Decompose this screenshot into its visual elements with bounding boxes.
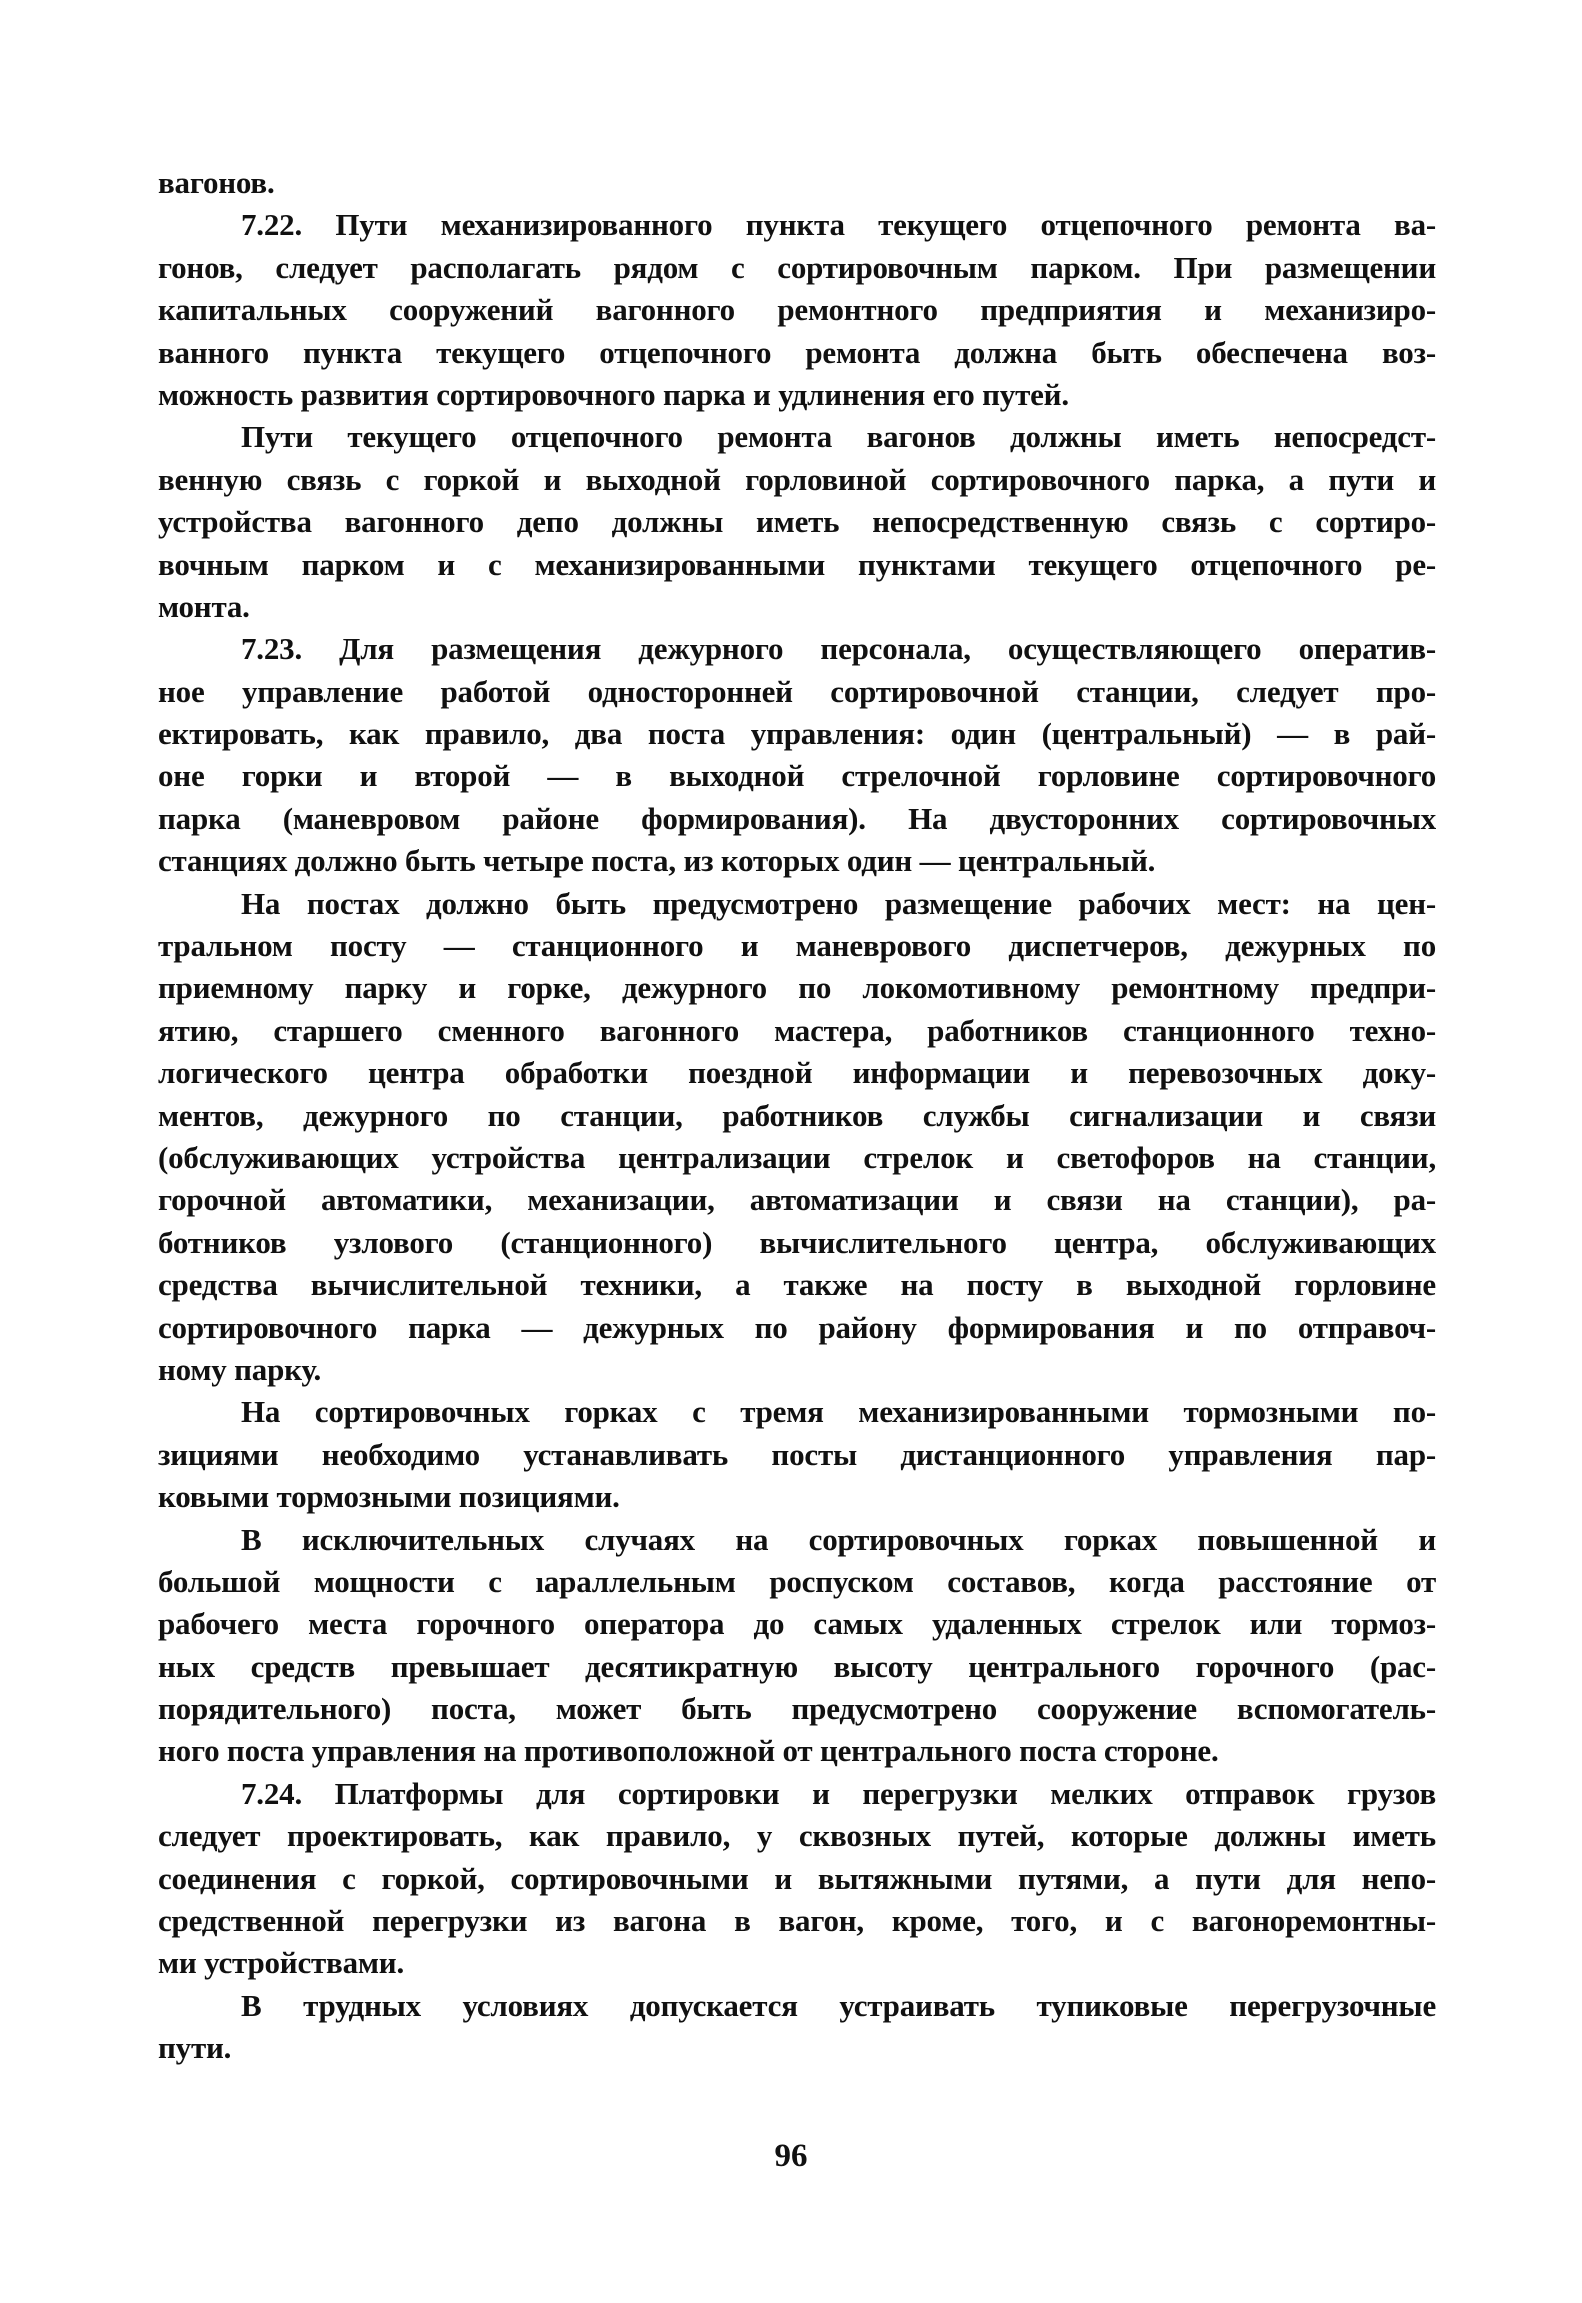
text-line: вагонов. <box>158 165 275 200</box>
text-line: ных средств превышает десятикратную высоту центрального горочного (рас- <box>158 1648 1436 1684</box>
text-line: парка (маневровом районе формирования). На двусторонних сортировочных <box>158 800 1436 836</box>
paragraph <box>158 1773 1436 1985</box>
text-line: Пути текущего отцепочного ремонта вагонов должны иметь непосредст- <box>241 419 1436 455</box>
text-line: монта. <box>158 588 250 624</box>
text-line: В исключительных случаях на сортировочных горках повышенной и <box>241 1521 1436 1557</box>
text-line: На сортировочных горках с тремя механизированными тормозными по- <box>241 1394 1436 1430</box>
text-line: В трудных условиях допускается устраивать тупиковые перегрузочные <box>241 1987 1436 2023</box>
text-line: следует проектировать, как правило, у сквозных путей, которые должны иметь <box>158 1818 1436 1854</box>
text-line: средственной перегрузки из вагона в вагон, кроме, того, и с вагоноремонтны- <box>158 1903 1436 1939</box>
text-line: ми устройствами. <box>158 1945 404 1981</box>
paragraph <box>158 1519 1436 1773</box>
text-line: рабочего места горочного оператора до самых удаленных стрелок или тормоз- <box>158 1606 1436 1642</box>
text-line: горочной автоматики, механизации, автоматизации и связи на станции), ра- <box>158 1182 1436 1218</box>
text-line: оне горки и второй — в выходной стрелочной горловине сортировочного <box>158 758 1436 794</box>
text-line: ментов, дежурного по станции, работников службы сигнализации и связи <box>158 1097 1436 1133</box>
text-line: логического центра обработки поездной информации и перевозочных доку- <box>158 1055 1436 1091</box>
text-line: можность развития сортировочного парка и удлинения его путей. <box>158 376 1069 412</box>
text-line: зициями необходимо устанавливать посты дистанционного управления пар- <box>158 1436 1436 1472</box>
paragraph <box>158 1391 1436 1518</box>
text-line: средства вычислительной техники, а также на посту в выходной горловине <box>158 1267 1436 1303</box>
text-line: 7.24. Платформы для сортировки и перегрузки мелких отправок грузов <box>241 1775 1436 1811</box>
text-line: вочным парком и с механизированными пунктами текущего отцепочного ре- <box>158 546 1436 582</box>
text-line: ного поста управления на противоположной от центрального поста стороне. <box>158 1733 1219 1769</box>
text-line: порядительного) поста, может быть предусмотрено сооружение вспомогатель- <box>158 1691 1436 1727</box>
text-line: капитальных сооружений вагонного ремонтного предприятия и механизиро- <box>158 292 1436 328</box>
text-line: соединения с горкой, сортировочными и вытяжными путями, а пути для непо- <box>158 1860 1436 1896</box>
text-line: ектировать, как правило, два поста управления: один (центральный) — в рай- <box>158 716 1436 752</box>
text-line: 7.23. Для размещения дежурного персонала, осуществляющего оператив- <box>241 631 1436 667</box>
text-line: ковыми тормозными позициями. <box>158 1479 620 1515</box>
text-line: устройства вагонного депо должны иметь непосредственную связь с сортиро- <box>158 504 1436 540</box>
paragraph <box>158 204 1436 416</box>
text-line: приемному парку и горке, дежурного по локомотивному ремонтному предпри- <box>158 970 1436 1006</box>
paragraph <box>158 883 1436 1392</box>
paragraph <box>158 628 1436 882</box>
paragraph <box>158 162 1436 204</box>
text-line: ное управление работой односторонней сортировочной станции, следует про- <box>158 673 1436 709</box>
text-line: На постах должно быть предусмотрено размещение рабочих мест: на цен- <box>241 885 1436 921</box>
text-line: ванного пункта текущего отцепочного ремонта должна быть обеспечена воз- <box>158 334 1436 370</box>
paragraph <box>158 1985 1436 2070</box>
text-line: станциях должно быть четыре поста, из которых один — центральный. <box>158 843 1156 879</box>
text-line: сортировочного парка — дежурных по району формирования и по отправоч- <box>158 1309 1436 1345</box>
text-line: гонов, следует располагать рядом с сортировочным парком. При размещении <box>158 249 1436 285</box>
text-line: большой мощности с ıараллельным роспуском составов, когда расстояние от <box>158 1563 1436 1599</box>
text-line: (обслуживающих устройства централизации стрелок и светофоров на станции, <box>158 1139 1436 1175</box>
text-line: 7.22. Пути механизированного пункта текущего отцепочного ремонта ва- <box>241 207 1436 243</box>
document-page <box>158 162 1436 2070</box>
text-line: пути. <box>158 2030 232 2066</box>
text-line: ятию, старшего сменного вагонного мастера, работников станционного техно- <box>158 1012 1436 1048</box>
text-line: тральном посту — станционного и маневрового диспетчеров, дежурных по <box>158 928 1436 964</box>
text-line: ному парку. <box>158 1351 322 1387</box>
text-line: венную связь с горкой и выходной горловиной сортировочного парка, а пути и <box>158 461 1436 497</box>
page-number: 96 <box>774 2138 808 2174</box>
text-line: ботников узлового (станционного) вычислительного центра, обслуживающих <box>158 1224 1436 1260</box>
paragraph <box>158 416 1436 628</box>
